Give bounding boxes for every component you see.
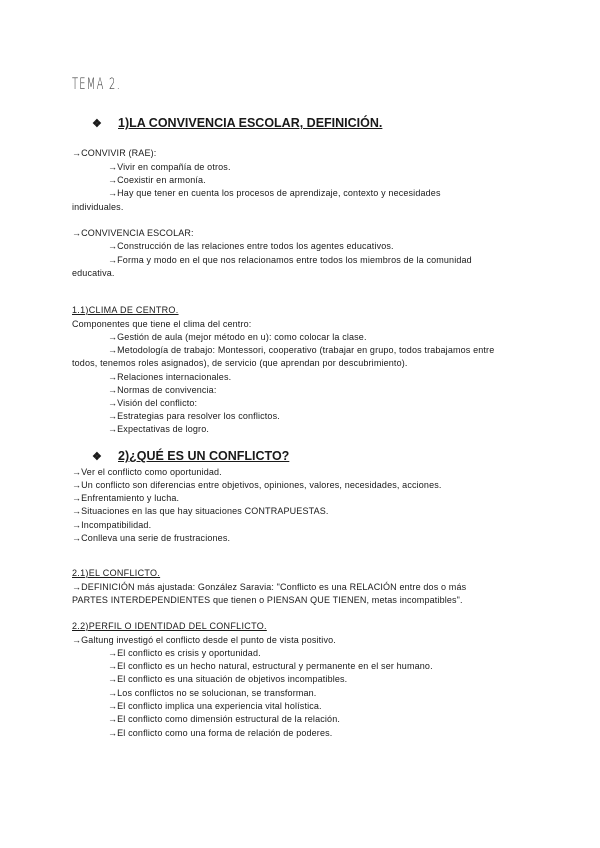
clima-item: →Normas de convivencia:	[108, 385, 217, 395]
section-2-heading-text: 2)¿QUÉ ES UN CONFLICTO?	[118, 449, 290, 463]
diamond-bullet-icon: ❖	[92, 451, 102, 463]
clima-item: →Estrategias para resolver los conflictos.	[108, 411, 280, 421]
convivencia-escolar-item: →Forma y modo en el que nos relacionamos entre todos los miembros de la comunidad	[108, 255, 472, 265]
clima-intro: Componentes que tiene el clima del centro:	[72, 319, 252, 329]
diamond-bullet-icon: ❖	[92, 118, 102, 130]
perfil-item: →El conflicto es una situación de objetivos incompatibles.	[108, 674, 348, 684]
clima-item-cont: todos, tenemos roles asignados), de servicio (que aprendan por descubrimiento).	[72, 358, 408, 368]
convivir-item-cont: individuales.	[72, 202, 124, 212]
convivencia-escolar-label: →CONVIVENCIA ESCOLAR:	[72, 228, 194, 238]
perfil-item: →Los conflictos no se solucionan, se transforman.	[108, 688, 317, 698]
perfil-item: →El conflicto es crisis y oportunidad.	[108, 648, 261, 658]
conflicto-item: →Conlleva una serie de frustraciones.	[72, 533, 231, 543]
convivencia-escolar-item: →Construcción de las relaciones entre todos los agentes educativos.	[108, 241, 394, 251]
definicion-line: PARTES INTERDEPENDIENTES que tienen o PIENSAN QUE TIENEN, metas incompatibles".	[72, 595, 463, 605]
conflicto-item: →Situaciones en las que hay situaciones CONTRAPUESTAS.	[72, 506, 329, 516]
section-1-heading	[92, 116, 382, 130]
conflicto-item: →Un conflicto son diferencias entre objetivos, opiniones, valores, necesidades, acciones.	[72, 480, 442, 490]
tema-title: TEMA 2.	[72, 74, 121, 93]
clima-item: →Visión del conflicto:	[108, 398, 198, 408]
clima-item: →Gestión de aula (mejor método en u): como colocar la clase.	[108, 332, 367, 342]
definicion-line: →DEFINICIÓN más ajustada: González Saravia: "Conflicto es una RELACIÓN entre dos o más	[72, 582, 467, 592]
section-1-heading-text: 1)LA CONVIVENCIA ESCOLAR, DEFINICIÓN.	[118, 116, 383, 130]
clima-item: →Relaciones internacionales.	[108, 372, 232, 382]
clima-item: →Metodología de trabajo: Montessori, cooperativo (trabajar en grupo, todos trabajamos entre	[108, 345, 495, 355]
section-1-1-heading: 1.1)CLIMA DE CENTRO.	[72, 305, 179, 315]
conflicto-item: →Incompatibilidad.	[72, 520, 152, 530]
convivencia-escolar-cont: educativa.	[72, 268, 115, 278]
perfil-item: →El conflicto implica una experiencia vital holística.	[108, 701, 322, 711]
section-2-1-heading: 2.1)EL CONFLICTO.	[72, 568, 161, 578]
perfil-intro: →Galtung investigó el conflicto desde el punto de vista positivo.	[72, 635, 336, 645]
clima-item: →Expectativas de logro.	[108, 424, 209, 434]
perfil-item: →El conflicto como dimensión estructural de la relación.	[108, 714, 341, 724]
section-2-2-heading: 2.2)PERFIL O IDENTIDAD DEL CONFLICTO.	[72, 621, 267, 631]
convivir-item: →Coexistir en armonía.	[108, 175, 206, 185]
conflicto-item: →Enfrentamiento y lucha.	[72, 493, 180, 503]
perfil-item: →El conflicto es un hecho natural, estructural y permanente en el ser humano.	[108, 661, 433, 671]
convivir-label: →CONVIVIR (RAE):	[72, 148, 157, 158]
conflicto-item: →Ver el conflicto como oportunidad.	[72, 467, 222, 477]
section-2-heading	[92, 449, 289, 463]
convivir-item: →Hay que tener en cuenta los procesos de aprendizaje, contexto y necesidades	[108, 188, 441, 198]
perfil-item: →El conflicto como una forma de relación de poderes.	[108, 728, 333, 738]
convivir-item: →Vivir en compañía de otros.	[108, 162, 231, 172]
